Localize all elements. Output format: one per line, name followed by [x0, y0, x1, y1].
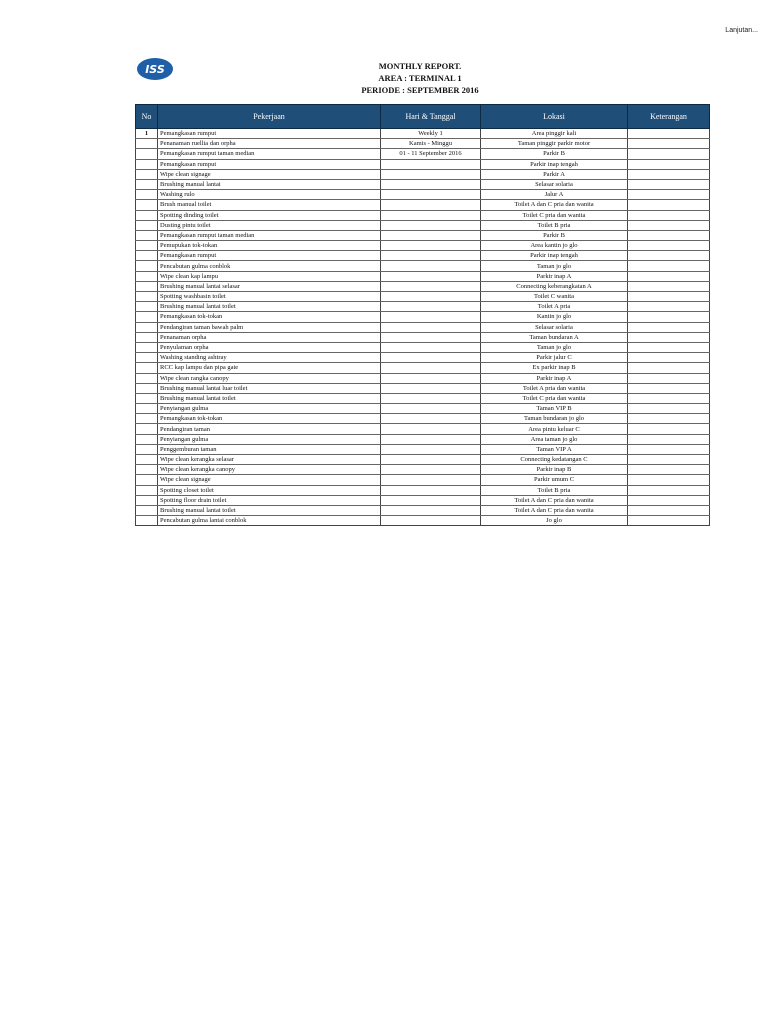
cell-keterangan — [628, 241, 710, 251]
cell-no — [136, 475, 158, 485]
col-header-hari-tanggal: Hari & Tanggal — [381, 105, 481, 129]
cell-lokasi: Toilet C wanita — [481, 292, 628, 302]
cell-no — [136, 230, 158, 240]
report-area: AREA : TERMINAL 1 — [378, 73, 462, 83]
cell-lokasi: Connecting kedatangan C — [481, 455, 628, 465]
cell-hari-tanggal — [381, 455, 481, 465]
table-row — [136, 210, 710, 220]
cell-hari-tanggal — [381, 271, 481, 281]
cell-no — [136, 393, 158, 403]
cell-lokasi: Selasar solaria — [481, 322, 628, 332]
cell-no — [136, 220, 158, 230]
cell-lokasi: Kantin jo glo — [481, 312, 628, 322]
cell-lokasi: Toilet A pria — [481, 302, 628, 312]
cell-lokasi: Jalur A — [481, 190, 628, 200]
cell-pekerjaan: Penyiangan gulma — [158, 434, 381, 444]
cell-hari-tanggal — [381, 230, 481, 240]
cell-hari-tanggal — [381, 363, 481, 373]
cell-keterangan — [628, 495, 710, 505]
cell-no — [136, 271, 158, 281]
table-row — [136, 424, 710, 434]
cell-hari-tanggal — [381, 200, 481, 210]
cell-pekerjaan: Pemangkasan rumput taman median — [158, 230, 381, 240]
cell-pekerjaan: Brushing manual lantai — [158, 179, 381, 189]
cell-hari-tanggal — [381, 404, 481, 414]
cell-keterangan — [628, 424, 710, 434]
report-header — [0, 60, 768, 96]
table-row — [136, 465, 710, 475]
cell-lokasi: Taman VIP B — [481, 404, 628, 414]
col-header-pekerjaan: Pekerjaan — [158, 105, 381, 129]
cell-keterangan — [628, 281, 710, 291]
cell-pekerjaan: Brushing manual lantai toilet — [158, 302, 381, 312]
cell-lokasi: Jo glo — [481, 516, 628, 526]
table-row — [136, 251, 710, 261]
cell-keterangan — [628, 404, 710, 414]
cell-keterangan — [628, 505, 710, 515]
cell-lokasi: Taman jo glo — [481, 342, 628, 352]
cell-keterangan — [628, 373, 710, 383]
cell-hari-tanggal — [381, 393, 481, 403]
cell-pekerjaan: Pemangkasan tok-tokan — [158, 414, 381, 424]
cell-hari-tanggal — [381, 220, 481, 230]
table-row — [136, 169, 710, 179]
cell-pekerjaan: Pemangkasan rumput — [158, 251, 381, 261]
cell-keterangan — [628, 485, 710, 495]
cell-hari-tanggal — [381, 292, 481, 302]
cell-no — [136, 455, 158, 465]
cell-keterangan — [628, 393, 710, 403]
cell-hari-tanggal — [381, 332, 481, 342]
cell-no — [136, 383, 158, 393]
cell-hari-tanggal: Kamis - Minggu — [381, 139, 481, 149]
cell-no — [136, 241, 158, 251]
cell-lokasi: Parkir A — [481, 169, 628, 179]
cell-no — [136, 302, 158, 312]
cell-pekerjaan: Pemangkasan rumput — [158, 159, 381, 169]
cell-pekerjaan: Pemangkasan rumput taman median — [158, 149, 381, 159]
cell-lokasi: Toilet B pria — [481, 485, 628, 495]
cell-keterangan — [628, 139, 710, 149]
continuation-note: Lanjutan... — [725, 27, 758, 34]
table-row — [136, 505, 710, 515]
cell-pekerjaan: Pemangkasan rumput — [158, 129, 381, 139]
cell-pekerjaan: Penyiangan gulma — [158, 404, 381, 414]
cell-no — [136, 342, 158, 352]
cell-no — [136, 516, 158, 526]
table-row — [136, 292, 710, 302]
table-row — [136, 353, 710, 363]
cell-pekerjaan: Penanaman orpha — [158, 332, 381, 342]
cell-keterangan — [628, 516, 710, 526]
cell-hari-tanggal — [381, 516, 481, 526]
cell-lokasi: Area pintu keluar C — [481, 424, 628, 434]
cell-keterangan — [628, 465, 710, 475]
cell-no — [136, 312, 158, 322]
cell-pekerjaan: Brush manual toilet — [158, 200, 381, 210]
table-row — [136, 322, 710, 332]
cell-hari-tanggal — [381, 373, 481, 383]
cell-keterangan — [628, 230, 710, 240]
table-row — [136, 404, 710, 414]
cell-no — [136, 404, 158, 414]
cell-no — [136, 495, 158, 505]
cell-pekerjaan: Brushing manual lantai toilet — [158, 393, 381, 403]
cell-keterangan — [628, 363, 710, 373]
cell-keterangan — [628, 455, 710, 465]
cell-no — [136, 251, 158, 261]
cell-no — [136, 424, 158, 434]
report-period: PERIODE : SEPTEMBER 2016 — [361, 85, 479, 95]
cell-lokasi: Area pinggir kali — [481, 129, 628, 139]
cell-keterangan — [628, 383, 710, 393]
cell-keterangan — [628, 342, 710, 352]
cell-keterangan — [628, 353, 710, 363]
cell-no — [136, 414, 158, 424]
table-row — [136, 373, 710, 383]
cell-hari-tanggal — [381, 485, 481, 495]
cell-hari-tanggal — [381, 312, 481, 322]
cell-lokasi: Parkir inap tengah — [481, 159, 628, 169]
table-row — [136, 495, 710, 505]
cell-pekerjaan: Spotting dinding toilet — [158, 210, 381, 220]
cell-keterangan — [628, 129, 710, 139]
cell-pekerjaan: Brushing manual lantai toilet — [158, 505, 381, 515]
table-row — [136, 261, 710, 271]
cell-keterangan — [628, 179, 710, 189]
table-row — [136, 129, 710, 139]
cell-keterangan — [628, 261, 710, 271]
table-body — [136, 129, 710, 526]
cell-keterangan — [628, 332, 710, 342]
cell-keterangan — [628, 200, 710, 210]
cell-lokasi: Toilet C pria dan wanita — [481, 210, 628, 220]
table-row — [136, 383, 710, 393]
cell-no — [136, 505, 158, 515]
col-header-keterangan: Keterangan — [628, 105, 710, 129]
cell-hari-tanggal — [381, 383, 481, 393]
cell-pekerjaan: Wipe clean kerangka selasar — [158, 455, 381, 465]
cell-pekerjaan: Wipe clean rangka canopy — [158, 373, 381, 383]
table-row — [136, 363, 710, 373]
cell-hari-tanggal — [381, 241, 481, 251]
cell-pekerjaan: Pencabutan gulma conblok — [158, 261, 381, 271]
table-row — [136, 230, 710, 240]
cell-pekerjaan: Pendangiran taman — [158, 424, 381, 434]
cell-keterangan — [628, 414, 710, 424]
cell-hari-tanggal: 01 - 11 September 2016 — [381, 149, 481, 159]
cell-lokasi: Taman jo glo — [481, 261, 628, 271]
cell-keterangan — [628, 434, 710, 444]
cell-no — [136, 465, 158, 475]
cell-lokasi: Parkir jalur C — [481, 353, 628, 363]
cell-hari-tanggal — [381, 281, 481, 291]
cell-lokasi: Connecting keberangkatan A — [481, 281, 628, 291]
cell-lokasi: Parkir B — [481, 149, 628, 159]
table-row — [136, 485, 710, 495]
cell-no — [136, 281, 158, 291]
table-row — [136, 179, 710, 189]
cell-pekerjaan: Spotting floor drain toilet — [158, 495, 381, 505]
table-row — [136, 190, 710, 200]
cell-pekerjaan: Wipe clean kap lampu — [158, 271, 381, 281]
cell-no — [136, 434, 158, 444]
table-row — [136, 302, 710, 312]
cell-pekerjaan: Pendangiran taman bawah palm — [158, 322, 381, 332]
cell-no — [136, 363, 158, 373]
table-row — [136, 312, 710, 322]
cell-pekerjaan: Washing rulo — [158, 190, 381, 200]
cell-lokasi: Ex parkir inap B — [481, 363, 628, 373]
cell-keterangan — [628, 169, 710, 179]
table-row — [136, 342, 710, 352]
cell-lokasi: Toilet A dan C pria dan wanita — [481, 495, 628, 505]
table-row — [136, 516, 710, 526]
cell-lokasi: Taman bundaran A — [481, 332, 628, 342]
cell-keterangan — [628, 312, 710, 322]
cell-hari-tanggal — [381, 444, 481, 454]
cell-keterangan — [628, 302, 710, 312]
cell-no — [136, 179, 158, 189]
cell-hari-tanggal — [381, 169, 481, 179]
cell-no — [136, 139, 158, 149]
table-row — [136, 139, 710, 149]
table-row — [136, 281, 710, 291]
cell-no — [136, 159, 158, 169]
cell-pekerjaan: Wipe clean kerangka canopy — [158, 465, 381, 475]
cell-hari-tanggal — [381, 353, 481, 363]
cell-no — [136, 261, 158, 271]
cell-keterangan — [628, 292, 710, 302]
cell-no — [136, 373, 158, 383]
cell-hari-tanggal — [381, 322, 481, 332]
cell-hari-tanggal — [381, 251, 481, 261]
cell-lokasi: Taman bundaran jo glo — [481, 414, 628, 424]
cell-hari-tanggal — [381, 342, 481, 352]
cell-pekerjaan: Dusting pintu toilet — [158, 220, 381, 230]
cell-lokasi: Selasar solaria — [481, 179, 628, 189]
cell-hari-tanggal — [381, 159, 481, 169]
col-header-no: No — [136, 105, 158, 129]
cell-lokasi: Area kantin jo glo — [481, 241, 628, 251]
cell-no — [136, 190, 158, 200]
cell-keterangan — [628, 149, 710, 159]
cell-no — [136, 322, 158, 332]
cell-pekerjaan: Brushing manual lantai luar toilet — [158, 383, 381, 393]
cell-hari-tanggal — [381, 179, 481, 189]
cell-hari-tanggal — [381, 424, 481, 434]
cell-lokasi: Parkir B — [481, 230, 628, 240]
cell-lokasi: Parkir inap tengah — [481, 251, 628, 261]
cell-pekerjaan: Penyulaman orpha — [158, 342, 381, 352]
cell-hari-tanggal — [381, 465, 481, 475]
cell-pekerjaan: Pemupukan tok-tokan — [158, 241, 381, 251]
cell-keterangan — [628, 251, 710, 261]
cell-lokasi: Taman VIP A — [481, 444, 628, 454]
cell-keterangan — [628, 475, 710, 485]
cell-hari-tanggal — [381, 475, 481, 485]
table-row — [136, 444, 710, 454]
cell-hari-tanggal — [381, 434, 481, 444]
cell-lokasi: Parkir umum C — [481, 475, 628, 485]
cell-no — [136, 169, 158, 179]
cell-lokasi: Toilet A pria dan wanita — [481, 383, 628, 393]
cell-no — [136, 292, 158, 302]
cell-lokasi: Toilet A dan C pria dan wanita — [481, 505, 628, 515]
cell-no — [136, 332, 158, 342]
table-row — [136, 414, 710, 424]
cell-no — [136, 353, 158, 363]
cell-pekerjaan: Washing standing ashtray — [158, 353, 381, 363]
cell-pekerjaan: Wipe clean signage — [158, 475, 381, 485]
table-row — [136, 332, 710, 342]
cell-pekerjaan: Spotting closet toilet — [158, 485, 381, 495]
cell-keterangan — [628, 322, 710, 332]
cell-keterangan — [628, 210, 710, 220]
cell-lokasi: Toilet C pria dan wanita — [481, 393, 628, 403]
table-row — [136, 475, 710, 485]
iss-logo-text: ISS — [145, 63, 165, 76]
cell-hari-tanggal — [381, 505, 481, 515]
table-row — [136, 159, 710, 169]
cell-hari-tanggal — [381, 302, 481, 312]
cell-pekerjaan: RCC kap lampu dan pipa gate — [158, 363, 381, 373]
cell-no — [136, 149, 158, 159]
cell-hari-tanggal — [381, 495, 481, 505]
cell-hari-tanggal — [381, 414, 481, 424]
cell-no — [136, 210, 158, 220]
cell-lokasi: Taman pinggir parkir motor — [481, 139, 628, 149]
cell-keterangan — [628, 190, 710, 200]
cell-no — [136, 485, 158, 495]
cell-hari-tanggal — [381, 210, 481, 220]
report-title: MONTHLY REPORT. — [378, 61, 462, 71]
cell-pekerjaan: Pencabutan gulma lantai conblok — [158, 516, 381, 526]
table-row — [136, 393, 710, 403]
cell-pekerjaan: Penggemburan taman — [158, 444, 381, 454]
table-row — [136, 455, 710, 465]
cell-keterangan — [628, 271, 710, 281]
cell-no — [136, 444, 158, 454]
table-row — [136, 149, 710, 159]
cell-lokasi: Parkir inap A — [481, 271, 628, 281]
table-row — [136, 434, 710, 444]
cell-pekerjaan: Spotting washbasin toilet — [158, 292, 381, 302]
cell-no — [136, 200, 158, 210]
cell-lokasi: Parkir inap B — [481, 465, 628, 475]
cell-keterangan — [628, 220, 710, 230]
table-row — [136, 241, 710, 251]
cell-hari-tanggal — [381, 261, 481, 271]
cell-no: 1 — [136, 129, 158, 139]
cell-pekerjaan: Brushing manual lantai selasar — [158, 281, 381, 291]
cell-pekerjaan: Pemangkasan tok-tokan — [158, 312, 381, 322]
cell-lokasi: Toilet B pria — [481, 220, 628, 230]
table-row — [136, 200, 710, 210]
cell-lokasi: Area taman jo glo — [481, 434, 628, 444]
cell-lokasi: Parkir inap A — [481, 373, 628, 383]
cell-lokasi: Toilet A dan C pria dan wanita — [481, 200, 628, 210]
cell-keterangan — [628, 159, 710, 169]
cell-hari-tanggal: Weekly 1 — [381, 129, 481, 139]
table-row — [136, 271, 710, 281]
col-header-lokasi: Lokasi — [481, 105, 628, 129]
report-table — [135, 104, 710, 526]
cell-hari-tanggal — [381, 190, 481, 200]
table-header-row — [136, 105, 710, 129]
table-row — [136, 220, 710, 230]
cell-keterangan — [628, 444, 710, 454]
cell-pekerjaan: Wipe clean signage — [158, 169, 381, 179]
cell-pekerjaan: Penanaman ruellia dan orpha — [158, 139, 381, 149]
